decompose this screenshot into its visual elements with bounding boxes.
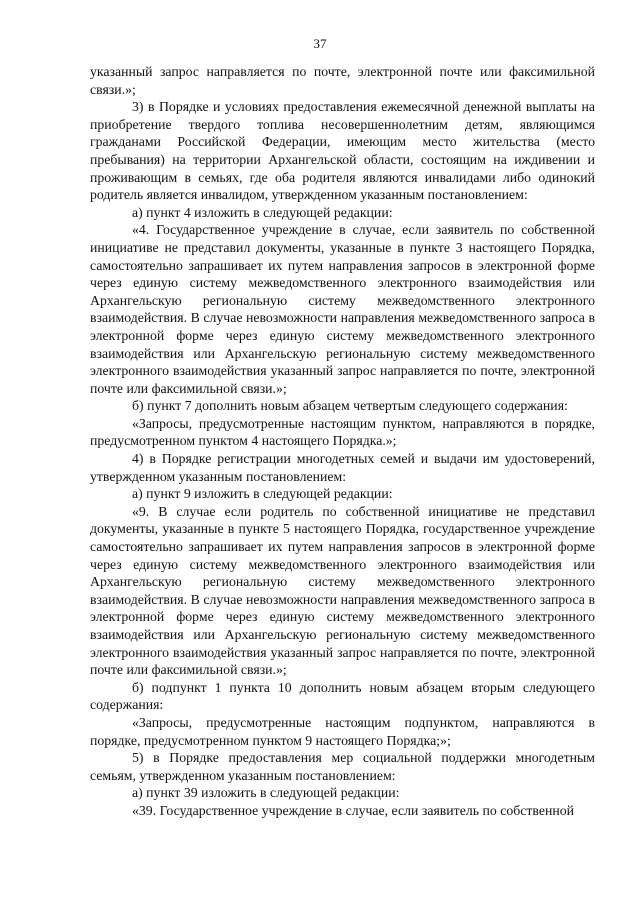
paragraph: «9. В случае если родитель по собственной инициативе не представил документы, указанные в пункте 5 настоящего Порядка, государственное учреждение самостоятельно запрашивает их путем направления запросов в электронной форме через единую систему межведомственного электронного взаимодействия или Архангельскую региональную систему межведомственного электронного взаимодействия. В случае невозможности направления межведомственного запроса в электронной форме через единую систему межведомственного электронного взаимодействия или Архангельскую региональную систему межведомственного электронного взаимодействия указанный запрос направляется по почте, электронной почте или факсимильной связи.»;: [90, 503, 595, 678]
paragraph: 5) в Порядке предоставления мер социальной поддержки многодетным семьям, утвержденном указанным постановлением:: [90, 750, 595, 783]
paragraph: б) подпункт 1 пункта 10 дополнить новым абзацем вторым следующего содержания:: [90, 679, 595, 713]
paragraph: «4. Государственное учреждение в случае, если заявитель по собственной инициативе не представил документы, указанные в пункте 3 настоящего Порядка, самостоятельно запрашивает их путем направления запросов в электронной форме через единую систему межведомственного электронного взаимодействия или Архангельскую региональную систему межведомственного электронного взаимодействия. В случае невозможности направления межведомственного запроса в электронной форме через единую систему межведомственного электронного взаимодействия или Архангельскую региональную систему межведомственного электронного взаимодействия указанный запрос направляется по почте, электронной почте или факсимильной связи.»;: [90, 222, 595, 396]
paragraph: а) пункт 4 изложить в следующей редакции:: [132, 204, 393, 220]
paragraph: а) пункт 9 изложить в следующей редакции:: [132, 486, 393, 502]
paragraph: 3) в Порядке и условиях предоставления ежемесячной денежной выплаты на приобретение твердого топлива несовершеннолетним детям, являющимся гражданами Российской Федерации, имеющим место жительства (место пребывания) на территории Архангельской области, состоящим на иждивении и проживающим в семьях, где оба родителя являются инвалидами либо одинокий родитель является инвалидом, утвержденном указанным постановлением:: [90, 99, 595, 203]
paragraph: «Запросы, предусмотренные настоящим подпунктом, направляются в порядке, предусмотренном пунктом 9 настоящего Порядка;»;: [90, 714, 595, 748]
paragraph: 4) в Порядке регистрации многодетных семей и выдачи им удостоверений, утвержденном указанным постановлением:: [90, 451, 595, 484]
paragraph: а) пункт 39 изложить в следующей редакции:: [132, 785, 400, 801]
paragraph: «39. Государственное учреждение в случае, если заявитель по собственной: [132, 802, 574, 818]
paragraph: б) пункт 7 дополнить новым абзацем четвертым следующего содержания:: [132, 398, 568, 414]
paragraph: «Запросы, предусмотренные настоящим пунктом, направляются в порядке, предусмотренном пунктом 4 настоящего Порядка.»;: [90, 415, 595, 449]
document-body: [90, 63, 595, 820]
page-number: 37: [313, 36, 327, 51]
paragraph: указанный запрос направляется по почте, электронной почте или факсимильной связи.»;: [90, 64, 595, 97]
